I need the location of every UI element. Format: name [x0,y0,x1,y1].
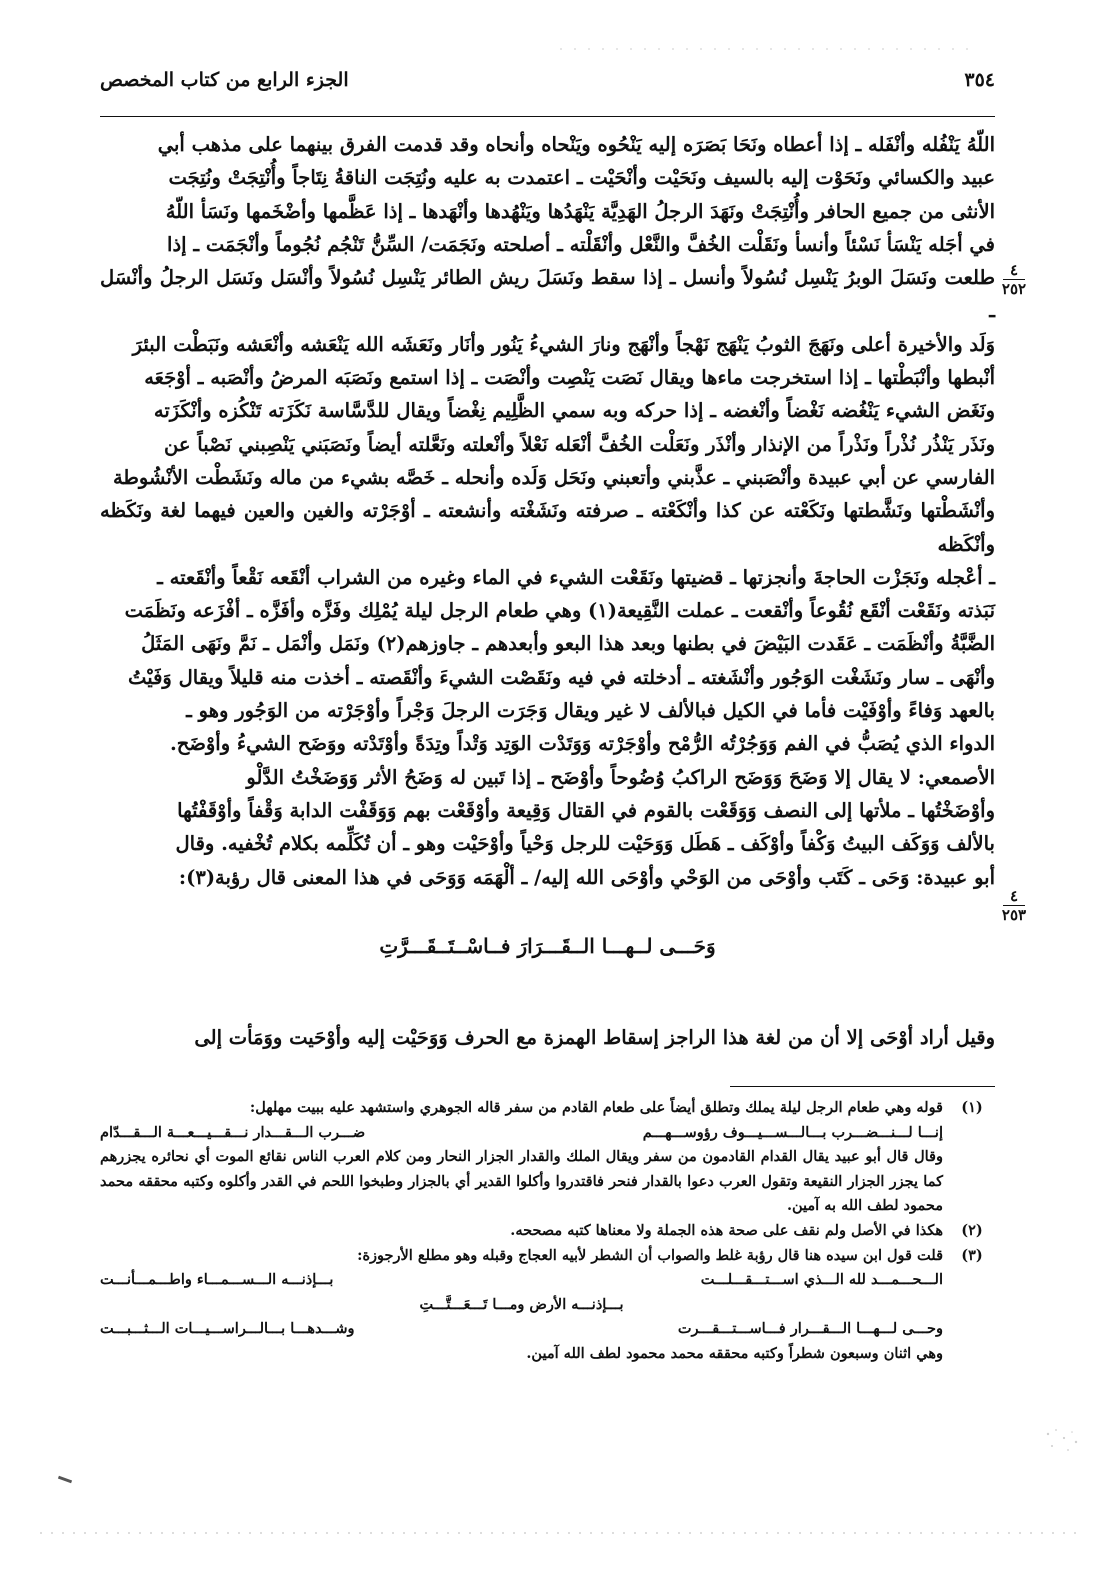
poem-hemistich: بـــإذنـــه الأرض ومـــا تَـــعَـــتَّـــتِ [419,1295,624,1313]
footnote-number: (٣) [961,1246,983,1264]
margin-reference [1000,888,1028,923]
footnote-line: وقال قال أبو عبيد يقال القدام القادمون من سفر ويقال الملك والقدار الجزار النحار ومن كلام العرب الناس نقائع الموت أي نحائره يجزرهم كما يجزر الجزار النقيعة وتقول العرب دعوا بالقدار فنحر فاقتدروا وأكلوا القدير أي بالجزار وطبخوا اللحم في القدر وأكلوه وكتبه محققه محمد محمود لطف الله به آمين. [100,1148,943,1215]
poem-hemistich: وحـــى لـــهـــا الـــقـــرار فـــاســـتـــقـــرت [677,1320,943,1338]
poem-hemistich: إنـــا لـــنـــضـــرب بـــالـــســـيـــوف رؤوســـهـــم [642,1123,943,1141]
verse-line: وَحَـــى لــهـــا الــقَـــرَارَ فــاسْــتَــقَـــرَّتِ [379,934,716,958]
text-line: وأنْشَطْتها ونَشَّطتها ونَكَعْته عن كذا وأنْكَعْته ـ صرفته ونَشَغْته وأنشعته ـ أوْجَرْته والغين والعين فيهما لغة ونَكَظه وأنْكَظه [100,499,995,556]
footnote-line: وهي اثنان وسبعون شطراً وكتبه محققه محمد محمود لطف الله آمين. [526,1344,943,1362]
scan-noise [40,1532,1080,1534]
poem-hemistich: وشـــدهـــا بـــالـــراســـيـــات الـــثـــبـــت [100,1320,355,1338]
text-line: بالعهد وَفاءً وأوْفَيْت فأما في الكيل فبالألف لا غير ويقال وَجَرَت الرجلَ وَجْراً وأوْجَرْته من الوَجُور وهو ـ [186,699,995,723]
text-line: الدواء الذي يُصَبُّ في الفم وَوَجُرْتُه الرُّمْح وأوْجَرْته وَوَتَدْت الوَتِد وَتْداً وتِدَةً وأوْتَدْته ووَضَح الشيءُ وأوْضَح. [169,732,995,756]
poem-hemistich: ضـــرب الـــقـــدار نـــقـــيـــعـــة الـــقـــدّام [100,1123,366,1141]
page-number: ٣٥٤ [964,69,995,91]
poem-row [100,1268,943,1293]
poem-row [100,1121,943,1146]
text-line: ونَذَر يَنْذُر نُذْراً ونَذْراً من الإنذار وأنْذَر ونَعَلْت الخُفَّ أنْعَله نَعْلاً وأنْعلته ونَعَّلته أيضاً ونَصَبَني يَنْصِبني نَصْباً عن [163,432,995,456]
asmai-text: لا يقال إلا وَضَحَ وَوَضَح الراكبُ وُضُوحاً وأوْضَح ـ إذا تَبين له وَضَحُ الأثر وَوَضَخْتُ الدَّلْو [246,765,911,789]
speaker-asmai: الأصمعي: [917,765,995,789]
text-line: طلعت ونَسَلَ الوبرُ يَنْسِل نُسُولاً وأنسل ـ إذا سقط ونَسَلَ ريش الطائر يَنْسِل نُسُولاً وأنْسَل ونَسَل الرجلُ وأنْسَل ـ [100,266,995,323]
poem-hemistich: بـــإذنـــه الـــســـمـــاء واطـــمـــأنـــت [100,1271,334,1289]
footnote-line: هكذا في الأصل ولم نقف على صحة هذه الجملة ولا معناها كتبه مصححه. [510,1221,943,1239]
footnote-3 [100,1244,995,1367]
footnote-1 [100,1096,995,1219]
footnote-number: (٢) [961,1221,983,1239]
margin-volume: ٤ [1009,261,1019,279]
text-line: في أجَله يَنْسَأ نَسْئاً وأنسأ ونَقَلْت الخُفَّ والنَّعْل وأنْقَلْته ـ أصلحته ونَجَمَت/ السِّنُّ تَنْجُم نُجُوماً وأنْجَمَت ـ إذا [167,232,995,256]
scan-mark [58,1476,72,1484]
footnote-rule [730,1086,995,1087]
footnote-line: قلت قول ابن سيده هنا قال رؤبة غلط والصواب أن الشطر لأبيه العجاج وقبله وهو مطلع الأرجوزة: [357,1246,943,1264]
page-header [100,62,995,98]
text-line: وأنْهَى ـ سار ونَشَغْت الوَجُور وأنْشَغته ـ أدخلته في فيه ونَقَصْت الشيءَ وأنْقَصته ـ أخذت منه قليلاً ويقال وَفَيْتُ [128,665,995,689]
text-line: اللّهُ يَنْفُله وأنْفَله ـ إذا أعطاه ونَحَا بَصَرَه إليه يَنْحُوه ويَنْحاه وأنحاه وقد قدمت الفرق بينهما على مذهب أبي [157,133,995,156]
poem-hemistich: الـــحـــمـــد لله الـــذي اســـتـــقـــلـــت [700,1271,943,1289]
text-line: نَبَذته ونَقَعْت أنْقَع نُقُوعاً وأنْقعت ـ عملت النَّقِيعة(١) وهي طعام الرجل ليلة يُمْلِك وفَزَّه وأفَزَّه ـ أفْزَعه ونَظَمَت [124,599,995,623]
main-text [100,128,995,894]
margin-reference [1000,262,1028,297]
margin-page: ٢٥٣ [1001,906,1027,924]
continuation-line: وقيل أراد أوْحَى إلا أن من لغة هذا الراجز إسقاط الهمزة مع الحرف وَوَحَيْت إليه وأوْحَيت ووَمَأت إلى [194,1026,995,1049]
text-line: أنْبطها وأنْبَطْتها ـ إذا استخرجت ماءها ويقال نَصَت يَنْصِت وأنْصَت ـ إذا استمع ونَصَبَه المرضُ وأنْصَبه ـ أوْجَعَه [144,366,995,390]
poem-row [100,1293,943,1318]
footnote-line: قوله وهي طعام الرجل ليلة يملك وتطلق أيضاً على طعام القادم من سفر قاله الجوهري واستشهد عليه ببيت مهلهل: [249,1099,943,1116]
text-line-abu-ubayda [100,861,995,894]
text-line: بالألف وَوَكَف البيتُ وَكْفاً وأوْكَف ـ هَطَل وَوَحَيْت للرجل وَحْياً وأوْحَيْت وهو ـ أن تُكَلِّمه بكلام تُخْفيه. وقال [175,832,995,856]
footnotes [100,1096,995,1367]
footnote-2 [100,1219,995,1244]
abu-text: وَحَى ـ كَتَب وأوْحَى من الوَحْي وأوْحَى الله إليه/ ـ ألْهَمَه وَوَحَى في هذا المعنى قال رؤبة(٣): [178,865,910,889]
text-line: عبيد والكسائي ونَحَوْت إليه بالسيف ونَحَيْت وأنْحَيْت ـ اعتمدت به عليه ونُتِجَت الناقةُ نِتَاجاً وأُنْتِجَتْ ونُتِجَت [168,166,995,190]
poem-row [100,1317,943,1342]
text-line: وَلَد والأخيرة أعلى ونَهَجَ الثوبُ يَنْهَج نَهْجاً وأنْهَج ونارَ الشيءُ يَنُور وأنَار ونَعَشَه الله يَنْعَشه وأنْعَشه ونَبَطْت البئرَ [132,332,995,356]
footnote-text [100,1244,943,1367]
scan-noise [560,48,980,50]
text-line: ونَغَض الشيء يَنْغُضه نَغْضاً وأنْغضه ـ إذا حركه وبه سمي الظَّلِيم نِغْضاً ويقال للدَّسَّاسة نَكَزَته تَنْكُزه وأنْكَزَته [153,399,995,423]
text-line: الأنثى من جميع الحافر وأُنْتِجَتْ ونَهَدَ الرجلُ الهَدِيَّة يَنْهَدُها ويَنْهُدها وأنْهَدها ـ إذا عَظَّمها وأضْخَمها ونَسَأ اللّهُ [165,199,995,223]
scan-speckle [1042,1426,1082,1456]
footnote-text [100,1219,943,1244]
text-line: الضَّبَّةُ وأنْظَمَت ـ عَقَدت البَيْضَ في بطنها وبعد هذا البعو وأبعدهم ـ جاوزهم(٢) ونَمَل وأنْمَل ـ نَمَّ ونَهَى المَثَلُ [141,632,995,656]
speaker-abu-ubayda: أبو عبيدة: [916,865,995,889]
text-line: ـ أعْجله ونَجَزْت الحاجةَ وأنجزتها ـ قضيتها ونَقَعْت الشيء في الماء وغيره من الشراب أنْقَعه نَقْعاً وأنْقَعته ـ [157,565,995,589]
footnote-text [100,1096,943,1219]
text-line: الفارسي عن أبي عبيدة وأنْصَبني ـ عذَّبني وأتعبني ونَحَل وَلَده وأنحله ـ خَصَّه بشيء من ماله ونَشَطْت الأنْشُوطة [112,465,995,489]
margin-volume: ٤ [1009,887,1019,905]
header-rule [100,116,995,117]
text-line-asmai [100,761,995,794]
running-title: الجزء الرابع من كتاب المخصص [100,69,349,91]
footnote-number: (١) [961,1099,983,1116]
text-line: وأوْضَخْتُها ـ ملأتها إلى النصف وَوَقَعْت بالقوم في القتال وَقِيعة وأوْقَعْت بهم وَوَقَفْت الدابة وَقْفاً وأوْقَفْتُها [177,798,995,822]
margin-page: ٢٥٢ [1001,280,1027,298]
